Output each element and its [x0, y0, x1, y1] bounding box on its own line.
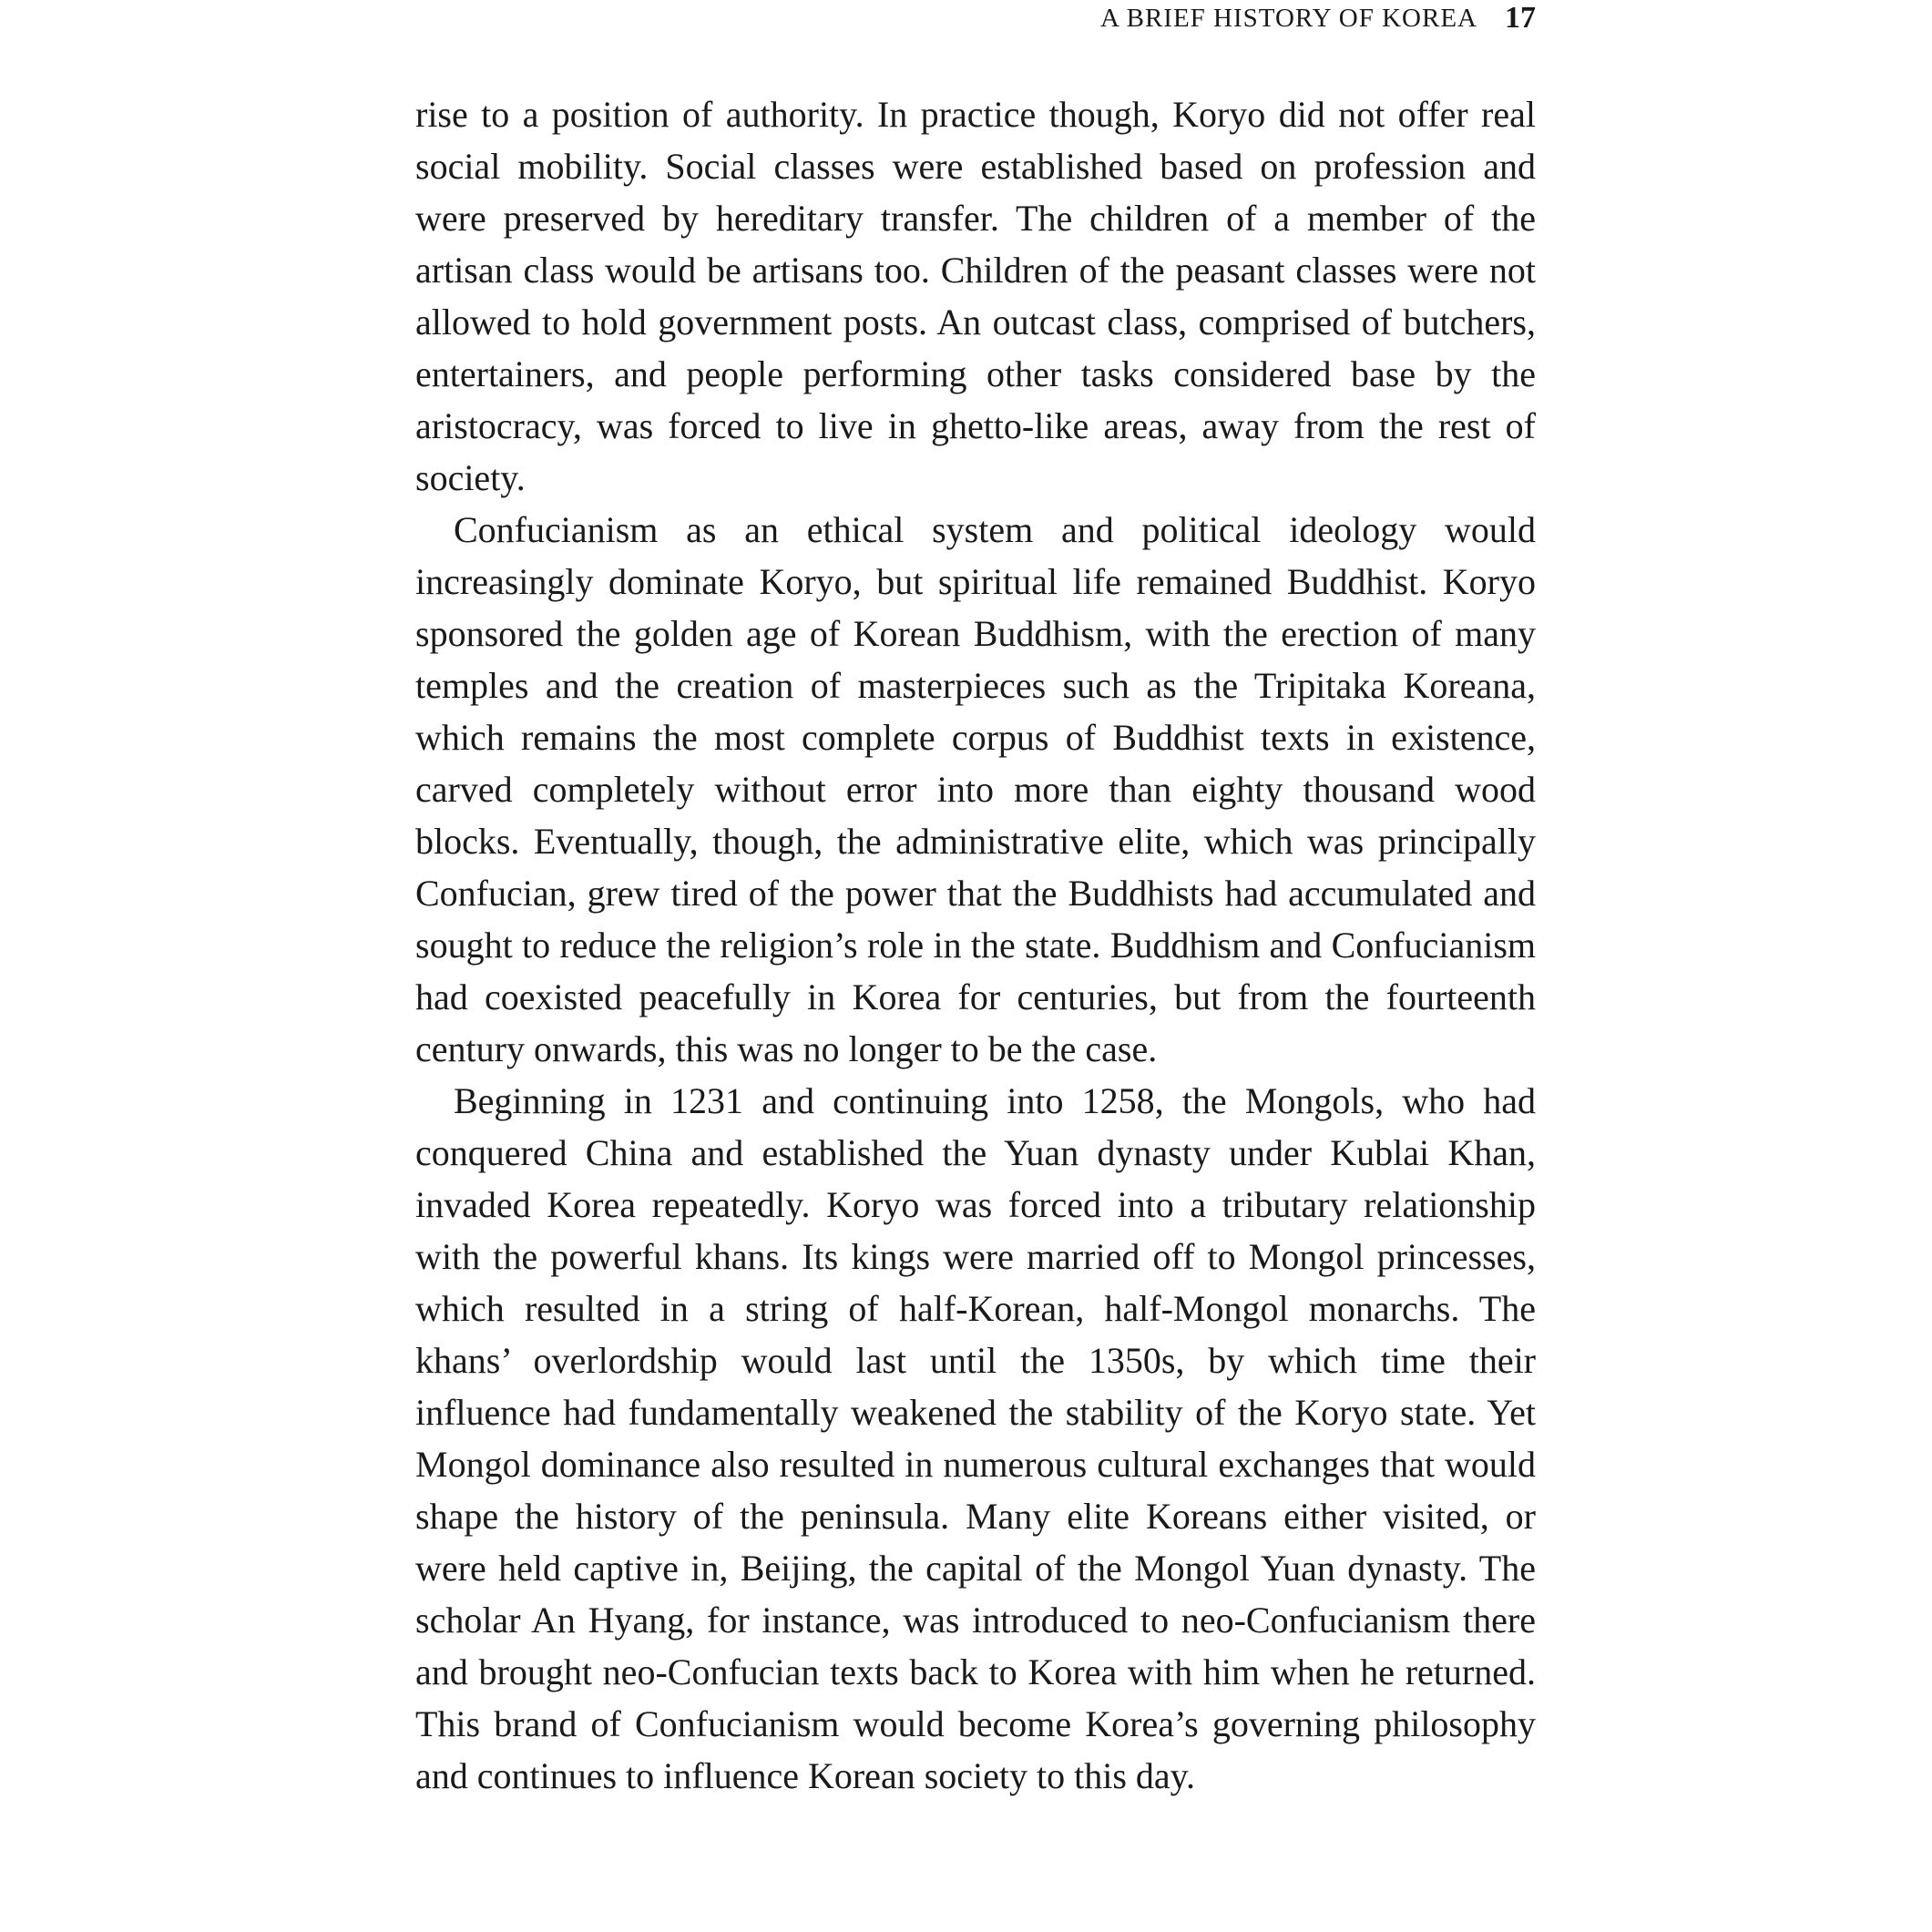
- paragraph-continued: rise to a position of authority. In practice though, Koryo did not offer real social mobility. Social classes were established based on profession and were preserved by hereditary transfer. The children of a member of the artisan class would be artisans too. Children of the peasant classes were not allowed to hold government posts. An outcast class, comprised of butchers, entertainers, and people performing other tasks considered base by the aristocracy, was forced to live in ghetto-like areas, away from the rest of society.: [415, 94, 1536, 498]
- paragraph-confucianism: Confucianism as an ethical system and political ideology would increasingly dominate Koryo, but spiritual life remained Buddhist. Koryo sponsored the golden age of Korean Buddhism, with the erection of many temples and the creation of masterpieces such as the Tripitaka Koreana, which remains the most complete corpus of Buddhist texts in existence, carved completely without error into more than eighty thousand wood blocks. Eventually, though, the administrative elite, which was principally Confucian, grew tired of the power that the Buddhists had accumulated and sought to reduce the religion’s role in the state. Buddhism and Confucianism had coexisted peacefully in Korea for centuries, but from the fourteenth century onwards, this was no longer to be the case.: [415, 509, 1536, 1069]
- page-number: 17: [1505, 1, 1536, 35]
- running-title: A BRIEF HISTORY OF KOREA: [1100, 3, 1477, 33]
- paragraph-mongols: Beginning in 1231 and continuing into 1258, the Mongols, who had conquered China and established the Yuan dynasty under Kublai Khan, invaded Korea repeatedly. Koryo was forced into a tributary relationship with the powerful khans. Its kings were married off to Mongol princesses, which resulted in a string of half-Korean, half-Mongol monarchs. The khans’ overlordship would last until the 1350s, by which time their influence had fundamentally weakened the stability of the Koryo state. Yet Mongol dominance also resulted in numerous cultural exchanges that would shape the history of the peninsula. Many elite Koreans either visited, or were held captive in, Beijing, the capital of the Mongol Yuan dynasty. The scholar An Hyang, for instance, was introduced to neo-Confucianism there and brought neo-Confucian texts back to Korea with him when he returned. This brand of Confucianism would become Korea’s governing philosophy and continues to influence Korean society to this day.: [415, 1080, 1536, 1796]
- body-text: [415, 88, 1536, 1802]
- book-page: [415, 0, 1536, 1932]
- running-head: [1100, 0, 1536, 36]
